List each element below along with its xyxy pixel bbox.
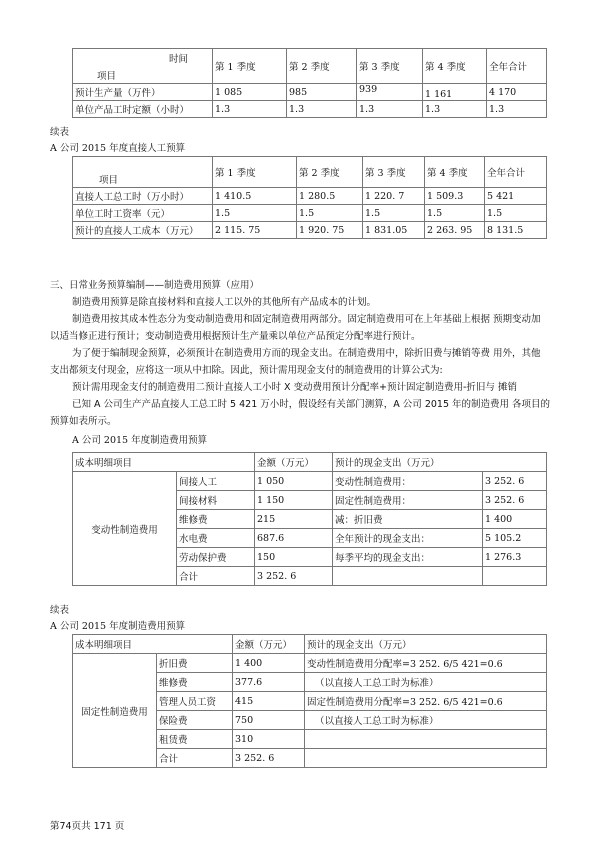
item-name: 合计 <box>157 749 233 768</box>
cell: 1 280.5 <box>297 188 363 205</box>
col-header-cash: 预计的现金支出（万元） <box>305 635 547 654</box>
cell: 1 920. 75 <box>297 222 363 239</box>
item-amount: 377.6 <box>233 673 305 692</box>
table-title: A 公司 2015 年度制造费用预算 <box>72 435 208 446</box>
cell: 4 170 <box>487 84 547 101</box>
cash-label: 减：折旧费 <box>333 510 483 529</box>
col-header: 第 2 季度 <box>297 157 363 188</box>
item-amount: 310 <box>233 730 305 749</box>
cell: 1.3 <box>357 101 423 118</box>
col-header: 第 2 季度 <box>287 49 357 84</box>
direct-labor-table <box>72 156 547 239</box>
cash-label: 全年预计的现金支出： <box>333 529 483 548</box>
cash-value: 3 252. 6 <box>483 491 547 510</box>
page-footer: 第74页共 171 页 <box>50 821 125 832</box>
table-corner-header <box>73 157 213 188</box>
cell: 1 220. 7 <box>363 188 425 205</box>
header-item: 项目 <box>99 175 119 186</box>
item-name: 租赁费 <box>157 730 233 749</box>
table-header-row <box>73 635 547 654</box>
col-header-amount: 金额（万元） <box>233 635 305 654</box>
note <box>305 730 547 749</box>
cell: 1 509.3 <box>425 188 485 205</box>
col-header: 全年合计 <box>485 157 547 188</box>
col-header: 全年合计 <box>487 49 547 84</box>
col-header: 第 3 季度 <box>357 49 423 84</box>
table-header-row <box>73 453 547 472</box>
item-name: 间接人工 <box>177 472 255 491</box>
item-amount: 1 400 <box>233 654 305 673</box>
paragraph: 预算如表所示。 <box>50 416 117 427</box>
cash-label <box>333 567 483 586</box>
item-amount: 415 <box>233 692 305 711</box>
row-label: 单位产品工时定额（小时） <box>73 101 213 118</box>
item-amount: 1 050 <box>255 472 333 491</box>
col-header-cash: 预计的现金支出（万元） <box>333 453 547 472</box>
row-label: 单位工时工资率（元） <box>73 205 213 222</box>
formula: 预计需用现金支付的制造费用二预计直接人工小时 X 变动费用预计分配率+预计固定制造费用-折旧与 摊销 <box>72 382 517 393</box>
item-amount: 750 <box>233 711 305 730</box>
cell: 1.5 <box>363 205 425 222</box>
note: （以直接人工总工时为标准） <box>305 711 547 730</box>
table-title: A 公司 2015 年度制造费用预算 <box>50 621 186 632</box>
col-header: 第 4 季度 <box>425 157 485 188</box>
item-amount: 3 252. 6 <box>255 567 333 586</box>
cell: 5 421 <box>485 188 547 205</box>
cell: 1.5 <box>213 205 297 222</box>
cash-label: 每季平均的现金支出： <box>333 548 483 567</box>
cash-value: 1 400 <box>483 510 547 529</box>
continued-label: 续表 <box>50 127 70 138</box>
cell: 1.3 <box>423 101 487 118</box>
paragraph: 制造费用预算是除直接材料和直接人工以外的其他所有产品成本的计划。 <box>72 297 377 308</box>
item-name: 维修费 <box>177 510 255 529</box>
cell: 1.5 <box>485 205 547 222</box>
note: （以直接人工总工时为标准） <box>305 673 547 692</box>
cell: 939 <box>357 84 423 101</box>
cell: 8 131.5 <box>485 222 547 239</box>
cell: 2 115. 75 <box>213 222 297 239</box>
item-name: 折旧费 <box>157 654 233 673</box>
cash-label: 固定性制造费用： <box>333 491 483 510</box>
table-row <box>73 654 547 673</box>
item-name: 间接材料 <box>177 491 255 510</box>
row-label: 直接人工总工时（万小时） <box>73 188 213 205</box>
cell: 2 263. 95 <box>425 222 485 239</box>
item-name: 保险费 <box>157 711 233 730</box>
cell: 1.5 <box>425 205 485 222</box>
paragraph: 以适当修正进行预计；变动制造费用根据预计生产量乘以单位产品预定分配率进行预计。 <box>50 331 421 342</box>
item-amount: 1 150 <box>255 491 333 510</box>
item-name: 维修费 <box>157 673 233 692</box>
item-name: 合计 <box>177 567 255 586</box>
paragraph: 制造费用按其成本性态分为变动制造费用和固定制造费用两部分。固定制造费用可在上年基础上根据 预期变动加 <box>72 314 541 325</box>
row-label: 预计的直接人工成本（万元） <box>73 222 213 239</box>
table-row <box>73 188 547 205</box>
continued-label: 续表 <box>50 605 70 616</box>
cell: 1 161 <box>423 84 487 101</box>
cell: 1.5 <box>297 205 363 222</box>
item-amount: 3 252. 6 <box>233 749 305 768</box>
col-header: 第 1 季度 <box>213 157 297 188</box>
group-label: 变动性制造费用 <box>73 472 177 586</box>
production-table <box>72 48 547 118</box>
section-heading: 三、日常业务预算编制——制造费用预算（应用） <box>50 280 260 291</box>
cell: 1 410.5 <box>213 188 297 205</box>
item-amount: 215 <box>255 510 333 529</box>
item-amount: 150 <box>255 548 333 567</box>
cash-value: 3 252. 6 <box>483 472 547 491</box>
table-corner-header <box>73 49 213 84</box>
col-header: 第 3 季度 <box>363 157 425 188</box>
table-title: A 公司 2015 年度直接人工预算 <box>50 143 186 154</box>
cell: 1.3 <box>213 101 287 118</box>
cell: 1.3 <box>487 101 547 118</box>
item-name: 水电费 <box>177 529 255 548</box>
fixed-overhead-table <box>72 634 547 768</box>
col-header: 第 1 季度 <box>213 49 287 84</box>
note: 变动性制造费用分配率=3 252. 6/5 421=0.6 <box>305 654 547 673</box>
col-header-item: 成本明细项目 <box>73 453 255 472</box>
cash-label: 变动性制造费用： <box>333 472 483 491</box>
col-header-amount: 金额（万元） <box>255 453 333 472</box>
paragraph: 为了便于编制现金预算，必须预计在制造费用方而的现金支出。在制造费用中，除折旧费与摊销等费 用外，其他 <box>72 348 541 359</box>
note <box>305 749 547 768</box>
col-header-item: 成本明细项目 <box>73 635 233 654</box>
item-name: 劳动保护费 <box>177 548 255 567</box>
table-row <box>73 472 547 491</box>
paragraph: 支出都须支付现金，应将这一项从中扣除。因此，预计需用现金支付的制造费用的计算公式为: <box>50 365 443 376</box>
cash-value: 1 276.3 <box>483 548 547 567</box>
group-label: 固定性制造费用 <box>73 654 157 768</box>
note: 固定性制造费用分配率=3 252. 6/5 421=0.6 <box>305 692 547 711</box>
cash-value: 5 105.2 <box>483 529 547 548</box>
table-row <box>73 101 547 118</box>
table-row <box>73 84 547 101</box>
cell: 1.3 <box>287 101 357 118</box>
header-time: 时间 <box>168 54 188 65</box>
item-amount: 687.6 <box>255 529 333 548</box>
paragraph: 已知 A 公司生产产品直接人工总工时 5 421 万小时，假设经有关部门测算，A 公司 2015 年的制造费用 各项目的 <box>72 399 551 410</box>
header-item: 项目 <box>97 71 117 82</box>
cell: 1 085 <box>213 84 287 101</box>
col-header: 第 4 季度 <box>423 49 487 84</box>
table-row <box>73 222 547 239</box>
cell: 1 831.05 <box>363 222 425 239</box>
table-row <box>73 205 547 222</box>
cash-value <box>483 567 547 586</box>
cell: 985 <box>287 84 357 101</box>
row-label: 预计生产量（万件） <box>73 84 213 101</box>
manufacturing-overhead-table <box>72 452 547 586</box>
item-name: 管理人员工资 <box>157 692 233 711</box>
